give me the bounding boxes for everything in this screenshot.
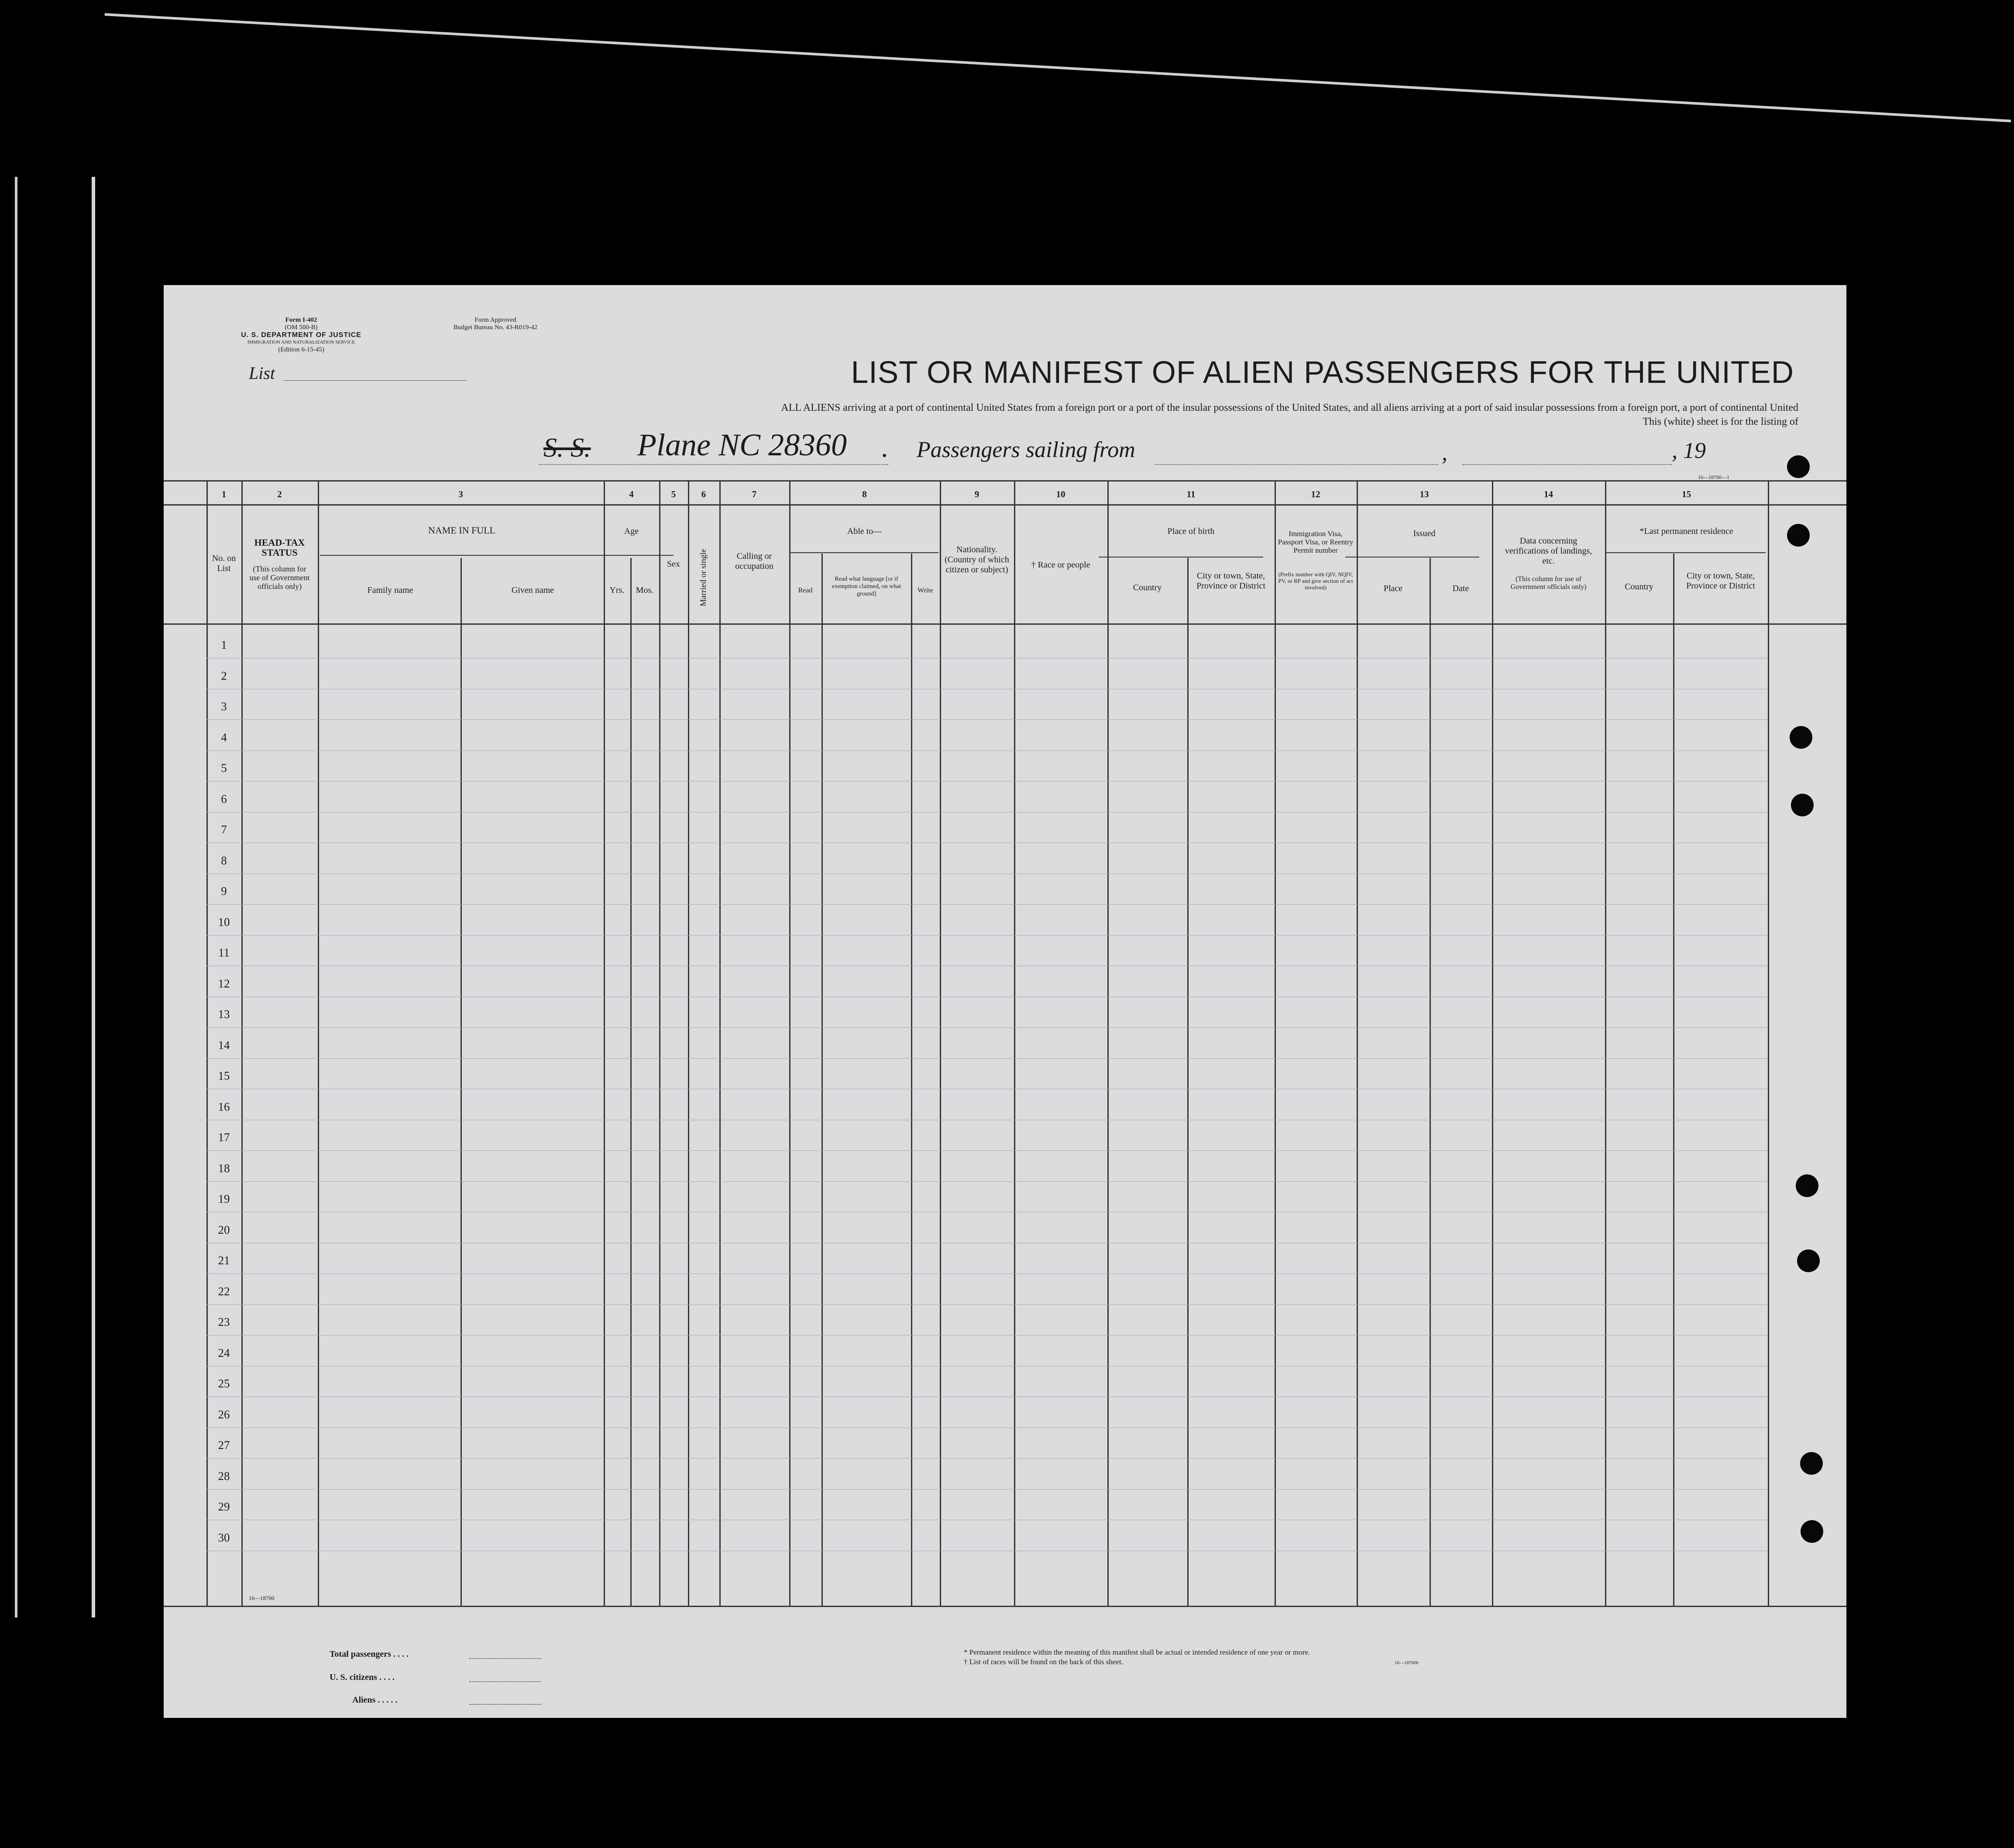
- col-line-14: [1605, 480, 1606, 1606]
- col-line-7: [789, 480, 790, 1606]
- col-line-10: [1107, 480, 1109, 1606]
- colnum-1: 1: [221, 489, 227, 499]
- punch-hole: [1801, 1520, 1823, 1543]
- header-race-or-people: † Race or people: [1031, 560, 1090, 570]
- colnum-13: 13: [1419, 489, 1429, 499]
- row-number: 21: [218, 1254, 230, 1267]
- row-rule: [206, 1058, 1768, 1059]
- row-number: 4: [221, 730, 227, 744]
- colnum-2: 2: [277, 489, 282, 499]
- col-line-5: [688, 480, 689, 1606]
- header-verifications: Data concerning verifications of landings, etc.: [1505, 536, 1592, 566]
- header-no-on-list: No. on List: [212, 554, 236, 573]
- list-number-line: [284, 380, 467, 381]
- footnote-races: † List of races will be found on the back of this sheet.: [964, 1658, 1123, 1666]
- department: U. S. DEPARTMENT OF JUSTICE: [241, 331, 361, 339]
- scanner-edge-top: [105, 13, 2011, 122]
- total-passengers-line: [469, 1658, 541, 1659]
- header-head-tax-note: (This column for use of Government officials only): [249, 564, 310, 591]
- col-line-12: [1357, 480, 1358, 1606]
- row-number: 23: [218, 1315, 230, 1328]
- col-line-15: [1768, 480, 1769, 1606]
- header-married-or-single: Married or single: [699, 549, 708, 606]
- header-place-of-birth: Place of birth: [1167, 527, 1215, 536]
- header-visa-number: Immigration Visa, Passport Visa, or Reentry Permit number: [1278, 530, 1354, 554]
- row-number: 17: [218, 1131, 230, 1144]
- row-number: 30: [218, 1531, 230, 1544]
- col-line-8: [940, 480, 941, 1606]
- header-issued-date: Date: [1452, 584, 1469, 593]
- row-number: 6: [221, 792, 227, 805]
- row-number: 27: [218, 1438, 230, 1452]
- colnum-row-border: [164, 504, 1846, 506]
- header-nationality: Nationality. (Country of which citizen or subject): [945, 545, 1009, 575]
- col-line-8b: [911, 554, 912, 1606]
- footer-form-code: 16—18700b: [1395, 1660, 1419, 1666]
- bottom-form-code: 16—18700: [249, 1595, 275, 1601]
- footnote-permanent-residence: * Permanent residence within the meaning of this manifest shall be actual or intended residence of one year or more.: [964, 1648, 1310, 1656]
- row-number: 16: [218, 1100, 230, 1113]
- header-sex: Sex: [667, 559, 680, 569]
- aliens-line: [469, 1704, 541, 1705]
- header-given-name: Given name: [511, 585, 554, 595]
- row-number: 11: [218, 946, 230, 959]
- scanner-strip-left: [15, 177, 17, 1617]
- aliens-label: Aliens . . . . .: [352, 1695, 398, 1705]
- header-age-mos: Mos.: [636, 585, 654, 595]
- header-bottom-border: [164, 623, 1846, 625]
- col-line-15a: [1673, 554, 1674, 1606]
- row-number: 22: [218, 1284, 230, 1298]
- scanner-strip-left-2: [92, 177, 95, 1617]
- col-line-13: [1492, 480, 1493, 1606]
- col-line-4a: [630, 558, 632, 1606]
- table-bottom-border: [164, 1606, 1846, 1607]
- age-subheader-line: [618, 555, 674, 556]
- table-top-border: [164, 480, 1846, 482]
- header-issued: Issued: [1413, 529, 1436, 538]
- row-number: 3: [221, 700, 227, 713]
- col-line-3: [604, 480, 605, 1606]
- colnum-12: 12: [1311, 489, 1320, 499]
- sailing-from-port-line: [1155, 464, 1438, 465]
- header-last-residence: *Last permanent residence: [1639, 527, 1733, 536]
- header-verifications-note: (This column for use of Government officials only): [1510, 575, 1587, 591]
- header-residence-country: Country: [1625, 582, 1653, 592]
- ss-label: [543, 433, 591, 464]
- vessel-name-line: [539, 464, 888, 465]
- year-label: , 19: [1672, 438, 1706, 463]
- colnum-4: 4: [629, 489, 634, 499]
- punch-hole: [1787, 524, 1810, 547]
- punch-hole: [1787, 455, 1810, 478]
- punch-hole: [1796, 1174, 1818, 1197]
- col-line-0: [206, 480, 208, 1606]
- manifest-sheet: [164, 285, 1846, 1718]
- approval-note: [430, 317, 561, 331]
- colnum-8: 8: [862, 489, 867, 499]
- col-line-11a: [1187, 558, 1189, 1606]
- subtitle-line-1: ALL ALIENS arriving at a port of continental United States from a foreign port or a port of the insular possessions of the United States, and all aliens arriving at a port of said insular possessions from a foreign port, a port of continental United: [781, 402, 1798, 413]
- us-citizens-label: U. S. citizens . . . .: [330, 1672, 395, 1682]
- row-number: 28: [218, 1469, 230, 1483]
- header-birth-city: City or town, State, Province or District: [1196, 571, 1265, 591]
- colnum-9: 9: [974, 489, 980, 499]
- col-line-1: [241, 480, 243, 1606]
- sailing-date-line: [1462, 464, 1672, 465]
- col-line-4: [659, 480, 660, 1606]
- row-number: 9: [221, 884, 227, 898]
- row-number: 12: [218, 977, 230, 990]
- col-line-11: [1275, 480, 1276, 1606]
- header-age-yrs: Yrs.: [609, 585, 625, 595]
- col-line-9: [1014, 480, 1015, 1606]
- header-age: Age: [624, 527, 639, 536]
- row-rule: [206, 1273, 1768, 1274]
- row-number: 2: [221, 669, 227, 682]
- row-rule: [206, 1304, 1768, 1305]
- colnum-15: 15: [1682, 489, 1691, 499]
- residence-subheader-line: [1605, 552, 1766, 553]
- col-line-8a: [821, 554, 823, 1606]
- header-able-to: Able to—: [847, 527, 882, 536]
- row-number: 1: [221, 638, 227, 651]
- colnum-14: 14: [1544, 489, 1553, 499]
- header-head-tax-title: HEAD-TAX STATUS: [254, 537, 305, 558]
- row-number: 13: [218, 1008, 230, 1021]
- colnum-10: 10: [1056, 489, 1065, 499]
- punch-hole: [1797, 1249, 1820, 1272]
- vessel-name-handwritten: Plane NC 28360: [637, 427, 847, 462]
- header-read: Read: [798, 587, 813, 594]
- punch-hole: [1790, 726, 1812, 749]
- colnum-7: 7: [752, 489, 757, 499]
- able-subheader-line: [789, 552, 938, 553]
- punch-hole: [1791, 794, 1814, 816]
- row-number: 14: [218, 1038, 230, 1052]
- row-rule: [206, 1181, 1768, 1182]
- header-write: Write: [918, 587, 933, 594]
- form-header: [231, 317, 371, 354]
- list-label: List: [249, 363, 275, 383]
- us-citizens-line: [469, 1681, 541, 1682]
- passengers-sailing-from-label: Passengers sailing from: [917, 437, 1135, 462]
- page-title: LIST OR MANIFEST OF ALIEN PASSENGERS FOR THE UNITED: [851, 355, 1794, 390]
- row-number: 5: [221, 761, 227, 774]
- row-number: 24: [218, 1346, 230, 1359]
- header-name-in-full: NAME IN FULL: [428, 525, 495, 536]
- row-number: 26: [218, 1408, 230, 1421]
- approved-text: Form Approved: [474, 317, 516, 323]
- row-number: 29: [218, 1500, 230, 1513]
- row-number: 10: [218, 915, 230, 929]
- form-sub: (OM 500-B): [285, 324, 318, 331]
- col-line-2: [318, 480, 319, 1606]
- row-number: 15: [218, 1069, 230, 1082]
- header-calling-occupation: Calling or occupation: [735, 551, 773, 571]
- sailing-comma: ,: [1442, 440, 1447, 465]
- header-issued-place: Place: [1383, 584, 1403, 593]
- row-number: 8: [221, 853, 227, 867]
- header-residence-city: City or town, State, Province or District: [1686, 571, 1755, 591]
- row-rule: [206, 935, 1768, 936]
- row-rule: [206, 1489, 1768, 1490]
- col-line-13a: [1430, 558, 1431, 1606]
- name-subheader-line: [320, 555, 618, 556]
- row-number: 18: [218, 1161, 230, 1175]
- row-number: 7: [221, 823, 227, 836]
- punch-hole: [1800, 1452, 1823, 1475]
- form-code-top: 16—18700—1: [1698, 474, 1729, 480]
- row-number: 19: [218, 1192, 230, 1205]
- subtitle-line-2: This (white) sheet is for the listing of: [1643, 416, 1798, 427]
- col-line-3a: [461, 558, 462, 1606]
- service: IMMIGRATION AND NATURALIZATION SERVICE: [247, 340, 355, 345]
- header-read-language: Read what language [or if exemption claimed, on what ground]: [832, 576, 901, 597]
- colnum-3: 3: [458, 489, 463, 499]
- total-passengers-label: Total passengers . . . .: [330, 1649, 409, 1659]
- colnum-5: 5: [671, 489, 676, 499]
- header-birth-country: Country: [1133, 583, 1162, 592]
- vessel-period: .: [882, 433, 889, 463]
- row-rule: [206, 1150, 1768, 1151]
- col-line-6: [719, 480, 721, 1606]
- header-family-name: Family name: [367, 585, 413, 595]
- row-rule: [206, 1458, 1768, 1459]
- colnum-6: 6: [701, 489, 706, 499]
- ss-text: S. S.: [543, 433, 591, 463]
- row-rule: [206, 750, 1768, 751]
- row-number: 25: [218, 1377, 230, 1390]
- row-rule: [206, 1027, 1768, 1028]
- row-number: 20: [218, 1223, 230, 1236]
- edition: (Edition 6-15-45): [278, 346, 324, 353]
- form-id: Form I-402: [285, 317, 317, 323]
- row-rule: [206, 719, 1768, 720]
- row-rule: [206, 904, 1768, 905]
- colnum-11: 11: [1186, 489, 1196, 499]
- header-visa-note: (Prefix number with QIV, NQIV, PV, or RP and give section of act involved): [1278, 571, 1353, 591]
- budget-number: Budget Bureau No. 43-R019-42: [453, 324, 538, 331]
